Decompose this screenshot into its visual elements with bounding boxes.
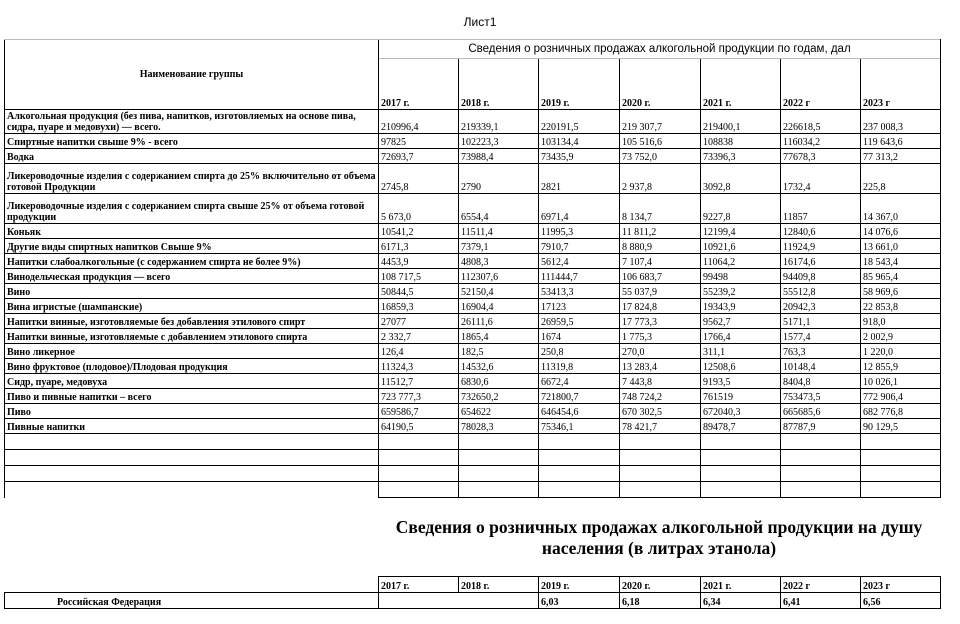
row-name: Пиво	[5, 404, 379, 419]
row-value: 219339,1	[459, 110, 539, 134]
row-value: 12508,6	[701, 359, 781, 374]
row-value: 7 443,8	[620, 374, 701, 389]
empty-cell	[459, 466, 539, 482]
row-value: 12 855,9	[861, 359, 941, 374]
year-header: 2019 г.	[539, 59, 620, 110]
row-value: 250,8	[539, 344, 620, 359]
empty-cell	[539, 482, 620, 498]
row-name: Ликероводочные изделия с содержанием спирта до 25% включительно от объема готовой Продукции	[5, 164, 379, 194]
row-name: Напитки слабоалкогольные (с содержанием спирта не более 9%)	[5, 254, 379, 269]
row-value: 682 776,8	[861, 404, 941, 419]
row-name: Спиртные напитки свыше 9% - всего	[5, 134, 379, 149]
row-value: 16859,3	[379, 299, 459, 314]
empty-cell	[620, 466, 701, 482]
row-value: 14532,6	[459, 359, 539, 374]
row-value: 1766,4	[701, 329, 781, 344]
row-value: 6672,4	[539, 374, 620, 389]
row-value: 5171,1	[781, 314, 861, 329]
row-value: 2745,8	[379, 164, 459, 194]
row-value: 12199,4	[701, 224, 781, 239]
empty-cell	[459, 450, 539, 466]
row-value: 13 283,4	[620, 359, 701, 374]
row-value: 112307,6	[459, 269, 539, 284]
row-value: 723 777,3	[379, 389, 459, 404]
empty-cell	[861, 434, 941, 450]
empty-cell	[539, 450, 620, 466]
row-value: 26111,6	[459, 314, 539, 329]
table-row	[5, 149, 941, 164]
row-name: Алкогольная продукция (без пива, напитков, изготовляемых на основе пива, сидра, пуаре и медовухи) — всего.	[5, 110, 379, 134]
row-value: 5 673,0	[379, 194, 459, 224]
row-value: 5612,4	[539, 254, 620, 269]
row-value: 13 661,0	[861, 239, 941, 254]
row-value: 6971,4	[539, 194, 620, 224]
sales-by-year-table	[4, 39, 941, 498]
table-row	[5, 329, 941, 344]
row-value: 7910,7	[539, 239, 620, 254]
row-value: 73 752,0	[620, 149, 701, 164]
row-value: 77678,3	[781, 149, 861, 164]
row-value: 6554,4	[459, 194, 539, 224]
table-row	[5, 419, 941, 434]
per-capita-value: 6,56	[861, 593, 941, 609]
year-header: 2017 г.	[379, 577, 459, 593]
row-value: 50844,5	[379, 284, 459, 299]
row-value: 10148,4	[781, 359, 861, 374]
year-header: 2020 г.	[620, 577, 701, 593]
row-value: 119 643,6	[861, 134, 941, 149]
per-capita-value: 6,41	[781, 593, 861, 609]
per-capita-value: 6,03	[539, 593, 620, 609]
row-name: Вино фруктовое (плодовое)/Плодовая продукция	[5, 359, 379, 374]
row-value: 220191,5	[539, 110, 620, 134]
row-value: 672040,3	[701, 404, 781, 419]
row-value: 654622	[459, 404, 539, 419]
year-header: 2021 г.	[701, 577, 781, 593]
empty-cell	[459, 434, 539, 450]
empty-cell	[861, 482, 941, 498]
row-name: Коньяк	[5, 224, 379, 239]
column-header-group-name: Наименование группы	[5, 40, 379, 110]
empty-cell	[620, 434, 701, 450]
row-name: Вино	[5, 284, 379, 299]
row-value: 26959,5	[539, 314, 620, 329]
row-value: 105 516,6	[620, 134, 701, 149]
row-value: 8 880,9	[620, 239, 701, 254]
year-header: 2018 г.	[459, 577, 539, 593]
row-value: 11924,9	[781, 239, 861, 254]
empty-cell	[781, 482, 861, 498]
row-name: Напитки винные, изготовляемые с добавлением этилового спирта	[5, 329, 379, 344]
row-value: 126,4	[379, 344, 459, 359]
row-value: 2821	[539, 164, 620, 194]
row-value: 270,0	[620, 344, 701, 359]
year-header: 2023 г	[861, 577, 941, 593]
empty-cell	[379, 434, 459, 450]
row-value: 111444,7	[539, 269, 620, 284]
row-value: 73435,9	[539, 149, 620, 164]
year-header: 2019 г.	[539, 577, 620, 593]
row-value: 237 008,3	[861, 110, 941, 134]
row-value: 108838	[701, 134, 781, 149]
row-value: 1 220,0	[861, 344, 941, 359]
row-value: 753473,5	[781, 389, 861, 404]
row-value: 55 037,9	[620, 284, 701, 299]
year-header: 2022 г	[781, 577, 861, 593]
row-value: 73396,3	[701, 149, 781, 164]
row-value: 8404,8	[781, 374, 861, 389]
row-value: 103134,4	[539, 134, 620, 149]
row-name: Пиво и пивные напитки – всего	[5, 389, 379, 404]
row-value: 58 969,6	[861, 284, 941, 299]
table-header-title: Сведения о розничных продажах алкогольной продукции по годам, дал	[379, 40, 941, 59]
row-value: 17 773,3	[620, 314, 701, 329]
row-value: 11064,2	[701, 254, 781, 269]
row-value: 732650,2	[459, 389, 539, 404]
table-row	[5, 404, 941, 419]
empty-cell	[781, 434, 861, 450]
row-value: 64190,5	[379, 419, 459, 434]
empty-cell	[459, 482, 539, 498]
empty-cell	[701, 466, 781, 482]
row-name: Сидр, пуаре, медовуха	[5, 374, 379, 389]
row-name: Другие виды спиртных напитков Свыше 9%	[5, 239, 379, 254]
empty-cell	[861, 450, 941, 466]
row-value: 182,5	[459, 344, 539, 359]
row-value: 6830,6	[459, 374, 539, 389]
empty-cell	[620, 450, 701, 466]
row-value: 78028,3	[459, 419, 539, 434]
row-value: 761519	[701, 389, 781, 404]
row-value: 14 367,0	[861, 194, 941, 224]
table-row	[5, 164, 941, 194]
row-value: 11324,3	[379, 359, 459, 374]
row-value: 9193,5	[701, 374, 781, 389]
empty-cell	[620, 482, 701, 498]
row-value: 11857	[781, 194, 861, 224]
row-value: 6171,3	[379, 239, 459, 254]
row-value: 670 302,5	[620, 404, 701, 419]
row-value: 665685,6	[781, 404, 861, 419]
per-capita-value: 6,18	[620, 593, 701, 609]
empty-cell	[539, 466, 620, 482]
empty-cell	[701, 450, 781, 466]
row-name: Напитки винные, изготовляемые без добавления этилового спирт	[5, 314, 379, 329]
table-row	[5, 224, 941, 239]
row-value: 11995,3	[539, 224, 620, 239]
per-capita-value	[459, 593, 539, 609]
row-value: 2 937,8	[620, 164, 701, 194]
empty-cell	[861, 466, 941, 482]
row-value: 7 107,4	[620, 254, 701, 269]
table-row	[5, 314, 941, 329]
row-value: 18 543,4	[861, 254, 941, 269]
row-name: Пивные напитки	[5, 419, 379, 434]
row-value: 55512,8	[781, 284, 861, 299]
table-row	[5, 359, 941, 374]
row-value: 311,1	[701, 344, 781, 359]
row-value: 646454,6	[539, 404, 620, 419]
row-value: 116034,2	[781, 134, 861, 149]
row-value: 8 134,7	[620, 194, 701, 224]
row-value: 1577,4	[781, 329, 861, 344]
empty-cell	[781, 450, 861, 466]
row-value: 659586,7	[379, 404, 459, 419]
row-value: 4808,3	[459, 254, 539, 269]
row-value: 918,0	[861, 314, 941, 329]
year-header: 2020 г.	[620, 59, 701, 110]
row-value: 16904,4	[459, 299, 539, 314]
row-value: 17123	[539, 299, 620, 314]
empty-cell	[539, 434, 620, 450]
row-value: 772 906,4	[861, 389, 941, 404]
row-value: 27077	[379, 314, 459, 329]
row-value: 52150,4	[459, 284, 539, 299]
row-value: 210996,4	[379, 110, 459, 134]
per-capita-title: Сведения о розничных продажах алкогольной продукции на душу населения (в литрах этанола)	[395, 517, 923, 558]
table-row	[5, 374, 941, 389]
row-value: 97825	[379, 134, 459, 149]
table-row	[5, 344, 941, 359]
row-value: 225,8	[861, 164, 941, 194]
row-value: 9227,8	[701, 194, 781, 224]
row-value: 106 683,7	[620, 269, 701, 284]
table-row	[5, 254, 941, 269]
row-value: 11 811,2	[620, 224, 701, 239]
empty-cell	[781, 466, 861, 482]
row-value: 12840,6	[781, 224, 861, 239]
sheet-title: Лист1	[463, 15, 497, 29]
row-value: 19343,9	[701, 299, 781, 314]
row-value: 10 026,1	[861, 374, 941, 389]
row-value: 1674	[539, 329, 620, 344]
row-value: 1865,4	[459, 329, 539, 344]
row-value: 77 313,2	[861, 149, 941, 164]
table-row	[5, 284, 941, 299]
row-value: 721800,7	[539, 389, 620, 404]
row-value: 11511,4	[459, 224, 539, 239]
row-name: Водка	[5, 149, 379, 164]
row-value: 102223,3	[459, 134, 539, 149]
row-value: 9562,7	[701, 314, 781, 329]
row-value: 89478,7	[701, 419, 781, 434]
per-capita-value: 6,34	[701, 593, 781, 609]
row-value: 4453,9	[379, 254, 459, 269]
row-value: 219400,1	[701, 110, 781, 134]
row-value: 14 076,6	[861, 224, 941, 239]
row-value: 2 002,9	[861, 329, 941, 344]
row-value: 75346,1	[539, 419, 620, 434]
empty-cell	[379, 466, 459, 482]
row-value: 10541,2	[379, 224, 459, 239]
row-value: 226618,5	[781, 110, 861, 134]
empty-cell	[701, 482, 781, 498]
row-value: 73988,4	[459, 149, 539, 164]
row-value: 10921,6	[701, 239, 781, 254]
row-value: 3092,8	[701, 164, 781, 194]
row-value: 108 717,5	[379, 269, 459, 284]
year-header: 2017 г.	[379, 59, 459, 110]
per-capita-table	[4, 576, 941, 609]
table-row	[5, 299, 941, 314]
row-value: 11512,7	[379, 374, 459, 389]
table-row	[5, 239, 941, 254]
row-value: 72693,7	[379, 149, 459, 164]
year-header: 2021 г.	[701, 59, 781, 110]
row-value: 748 724,2	[620, 389, 701, 404]
year-header: 2022 г	[781, 59, 861, 110]
table-row	[5, 110, 941, 134]
row-value: 90 129,5	[861, 419, 941, 434]
row-name: Винодельческая продукция — всего	[5, 269, 379, 284]
row-value: 1732,4	[781, 164, 861, 194]
row-value: 94409,8	[781, 269, 861, 284]
row-value: 78 421,7	[620, 419, 701, 434]
row-name: Ликероводочные изделия с содержанием спирта свыше 25% от объема готовой продукции	[5, 194, 379, 224]
empty-cell	[701, 434, 781, 450]
row-value: 1 775,3	[620, 329, 701, 344]
empty-cell	[379, 482, 459, 498]
table-row	[5, 389, 941, 404]
row-value: 20942,3	[781, 299, 861, 314]
row-value: 2 332,7	[379, 329, 459, 344]
row-value: 7379,1	[459, 239, 539, 254]
row-value: 219 307,7	[620, 110, 701, 134]
per-capita-value	[379, 593, 459, 609]
row-name: Вина игристые (шампанские)	[5, 299, 379, 314]
row-value: 55239,2	[701, 284, 781, 299]
row-value: 2790	[459, 164, 539, 194]
table-row	[5, 269, 941, 284]
row-value: 16174,6	[781, 254, 861, 269]
year-header: 2018 г.	[459, 59, 539, 110]
row-value: 22 853,8	[861, 299, 941, 314]
row-value: 87787,9	[781, 419, 861, 434]
year-header: 2023 г	[861, 59, 941, 110]
table-row	[5, 194, 941, 224]
row-name-russia: Российская Федерация	[5, 593, 379, 609]
empty-cell	[379, 450, 459, 466]
row-value: 17 824,8	[620, 299, 701, 314]
row-value: 53413,3	[539, 284, 620, 299]
row-name: Вино ликерное	[5, 344, 379, 359]
row-value: 85 965,4	[861, 269, 941, 284]
row-value: 763,3	[781, 344, 861, 359]
table-row	[5, 134, 941, 149]
row-value: 11319,8	[539, 359, 620, 374]
row-value: 99498	[701, 269, 781, 284]
